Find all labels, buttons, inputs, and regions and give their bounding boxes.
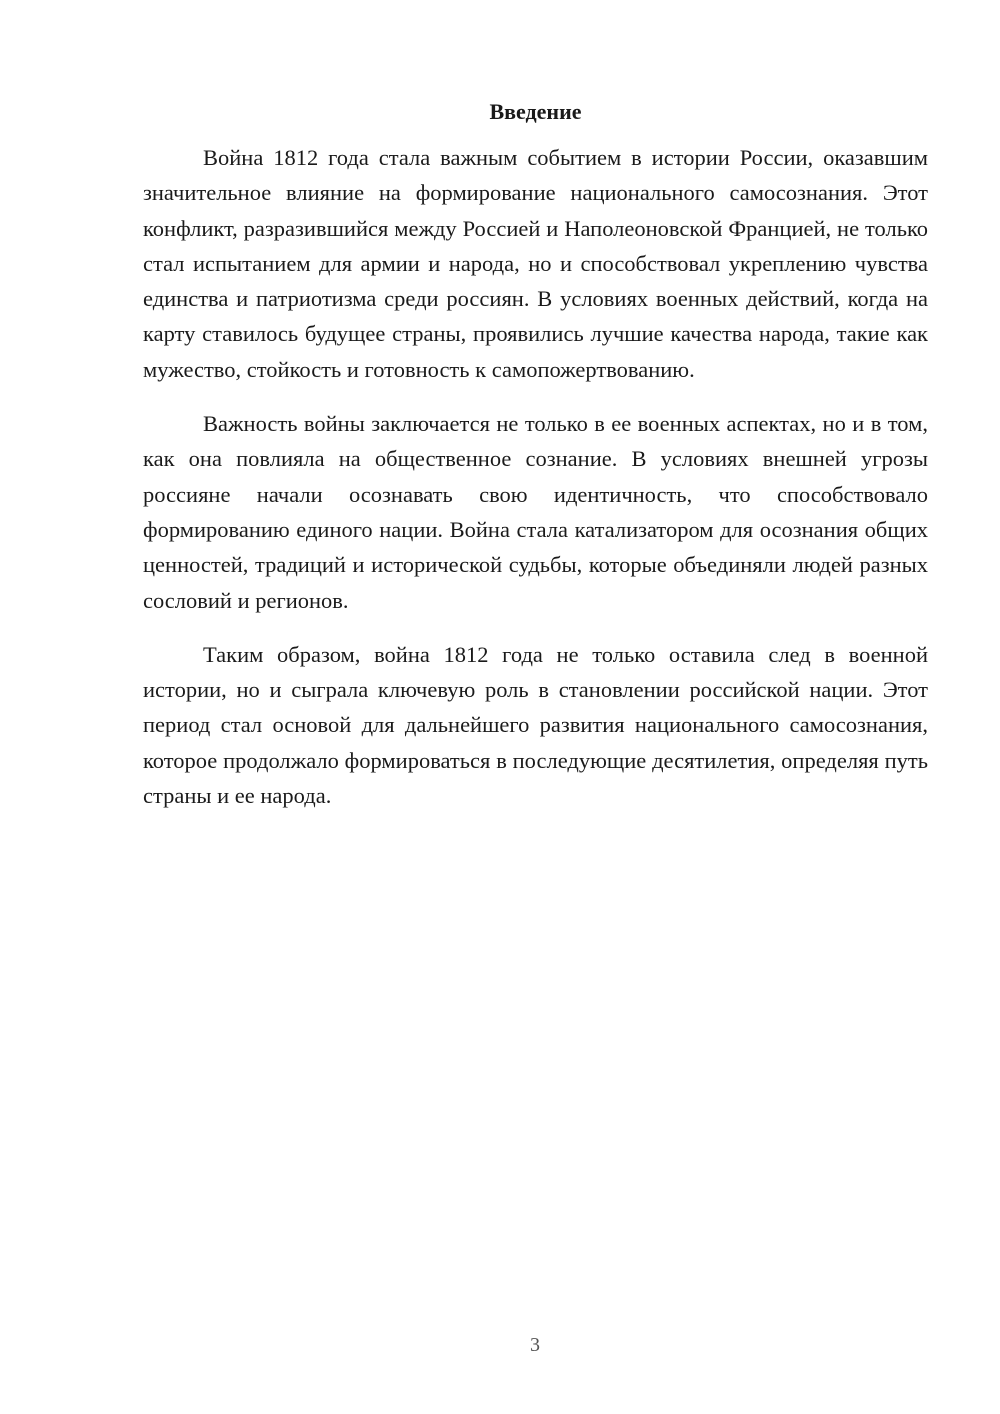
paragraph-3: Таким образом, война 1812 года не только оставила след в военной истории, но и сыграла ключевую роль в становлении российской нации. Этот период стал основой для дальнейшего развития национального самосознания, которое продолжало формироваться в последующие десятилетия, определяя путь страны и ее народа. bbox=[143, 641, 928, 809]
paragraph-1: Война 1812 года стала важным событием в истории России, оказавшим значительное влияние на формирование национального самосознания. Этот конфликт, разразившийся между Россией и Наполеоновской Францией, не только стал испытанием для армии и народа, но и способствовал укреплению чувства единства и патриотизма среди россиян. В условиях военных действий, когда на карту ставилось будущее страны, проявились лучшие качества народа, такие как мужество, стойкость и готовность к самопожертвованию. bbox=[143, 145, 928, 382]
section-title: Введение bbox=[489, 99, 582, 124]
body-text bbox=[143, 140, 928, 832]
page-number: 3 bbox=[530, 1334, 540, 1356]
paragraph-2: Важность войны заключается не только в ее военных аспектах, но и в том, как она повлияла на общественное сознание. В условиях внешней угрозы россияне начали осознавать свою идентичность, что способствовало формированию единого нации. Война стала катализатором для осознания общих ценностей, традиций и исторической судьбы, которые объединяли людей разных сословий и регионов. bbox=[143, 411, 928, 613]
